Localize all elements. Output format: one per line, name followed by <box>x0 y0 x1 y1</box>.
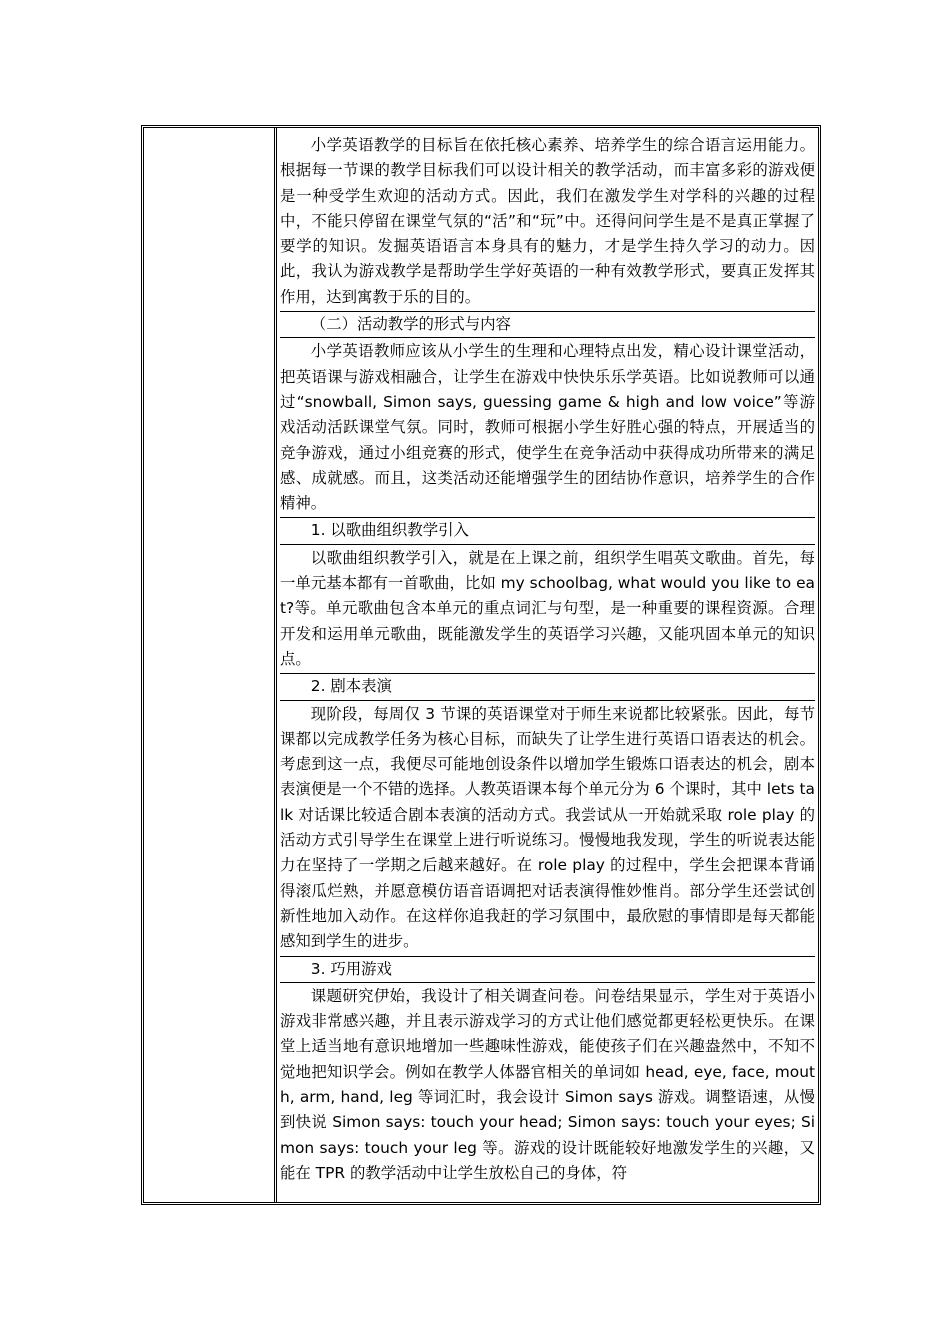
subheading-role-play: 2. 剧本表演 <box>280 673 815 700</box>
right-column-cell <box>277 128 818 1202</box>
subheading-games: 3. 巧用游戏 <box>280 956 815 983</box>
paragraph-intro: 小学英语教学的目标旨在依托核心素养、培养学生的综合语言运用能力。根据每一节课的教学目标我们可以设计相关的教学活动，而丰富多彩的游戏便是一种受学生欢迎的活动方式。因此，我们在激发学生对学科的兴趣的过程中，不能只停留在课堂气氛的“活”和“玩”中。还得问问学生是不是真正掌握了要学的知识。发掘英语语言本身具有的魅力，才是学生持久学习的动力。因此，我认为游戏教学是帮助学生学好英语的一种有效教学形式，要真正发挥其作用，达到寓教于乐的目的。 <box>280 136 815 306</box>
paragraph-songs: 以歌曲组织教学引入，就是在上课之前，组织学生唱英文歌曲。首先，每一单元基本都有一首歌曲，比如 my schoolbag, what would you like to eat?等。单元歌曲包含本单元的重点词汇与句型，是一种重要的课程资源。合理开发和运用单元歌曲，既能激发学生的英语学习兴趣，又能巩固本单元的知识点。 <box>280 548 815 668</box>
subheading-songs: 1. 以歌曲组织教学引入 <box>280 517 815 544</box>
section-heading-activity-forms: （二）活动教学的形式与内容 <box>280 311 815 338</box>
paragraph-games: 课题研究伊始，我设计了相关调查问卷。问卷结果显示，学生对于英语小游戏非常感兴趣，并且表示游戏学习的方式让他们感觉都更轻松更快乐。在课堂上适当地有意识地增加一些趣味性游戏，能使孩子们在兴趣盎然中，不知不觉地把知识学会。例如在教学人体器官相关的单词如 head, eye, face, mouth, arm, hand, leg 等词汇时，我会设计 Simon says 游戏。调整语速，从慢到快说 Simon says: touch your head; Simon says: touch your eyes; Simon says: touch your leg 等。游戏的设计既能较好地激发学生的兴趣，又能在 TPR 的教学活动中让学生放松自己的身体，符 <box>280 986 815 1182</box>
left-column-cell <box>144 128 277 1202</box>
content-table <box>141 125 821 1205</box>
paragraph-activity-design: 小学英语教师应该从小学生的生理和心理特点出发，精心设计课堂活动，把英语课与游戏相融合，让学生在游戏中快快乐乐学英语。比如说教师可以通过“snowball, Simon says, guessing game & high and low voice”等游戏活动活跃课堂气氛。同时，教师可根据小学生好胜心强的特点，开展适当的竞争游戏，通过小组竞赛的形式，使学生在竞争活动中获得成功所带来的满足感、成就感。而且，这类活动还能增强学生的团结协作意识，培养学生的合作精神。 <box>280 342 815 513</box>
paragraph-role-play: 现阶段，每周仅 3 节课的英语课堂对于师生来说都比较紧张。因此，每节课都以完成教学任务为核心目标，而缺失了让学生进行英语口语表达的机会。考虑到这一点，我便尽可能地创设条件以增加学生锻炼口语表达的机会，剧本表演便是一个不错的选择。人教英语课本每个单元分为 6 个课时，其中 lets talk 对话课比较适合剧本表演的活动方式。我尝试从一开始就采取 role play 的活动方式引导学生在课堂上进行听说练习。慢慢地我发现，学生的听说表达能力在坚持了一学期之后越来越好。在 role play 的过程中，学生会把课本背诵得滚瓜烂熟，并愿意模仿语音语调把对话表演得惟妙惟肖。部分学生还尝试创新性地加入动作。在这样你追我赶的学习氛围中，最欣慰的事情即是每天都能感知到学生的进步。 <box>280 704 815 951</box>
